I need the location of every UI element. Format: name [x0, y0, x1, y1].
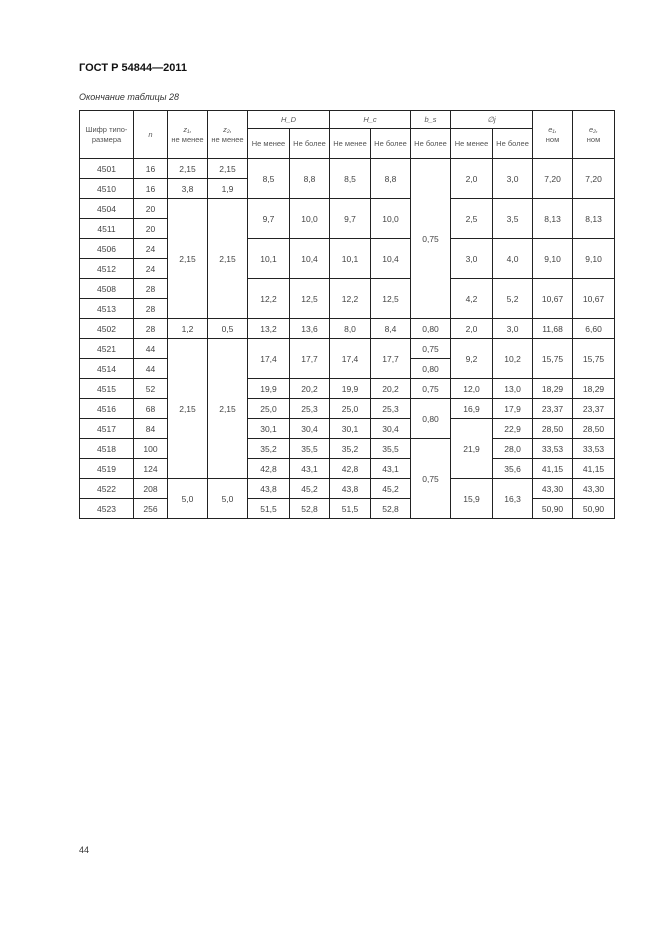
table-cell: 5,0 [168, 479, 208, 519]
cell-code: 4510 [80, 179, 134, 199]
table-cell: 9,7 [330, 199, 371, 239]
table-cell: 8,5 [330, 159, 371, 199]
table-cell: 52 [134, 379, 168, 399]
table-cell: 18,29 [573, 379, 615, 399]
header-dj-min: Не менее [451, 129, 493, 159]
table-cell: 12,0 [451, 379, 493, 399]
table-cell: 10,0 [371, 199, 411, 239]
table-cell: 8,8 [290, 159, 330, 199]
table-cell: 6,60 [573, 319, 615, 339]
table-cell: 43,8 [248, 479, 290, 499]
table-cell: 10,1 [330, 239, 371, 279]
table-cell: 13,0 [493, 379, 533, 399]
table-row [80, 199, 615, 219]
table-cell: 2,0 [451, 319, 493, 339]
cell-code: 4511 [80, 219, 134, 239]
table-cell: 43,1 [371, 459, 411, 479]
table-cell: 25,3 [290, 399, 330, 419]
header-e1: e₁, ном [533, 111, 573, 159]
table-cell: 25,0 [248, 399, 290, 419]
header-hd-max: Не более [290, 129, 330, 159]
header-n: n [134, 111, 168, 159]
table-cell: 16,9 [451, 399, 493, 419]
table-cell: 10,1 [248, 239, 290, 279]
cell-code: 4523 [80, 499, 134, 519]
header-hc-max: Не более [371, 129, 411, 159]
table-cell: 16,3 [493, 479, 533, 519]
table-cell: 42,8 [248, 459, 290, 479]
table-cell: 13,2 [248, 319, 290, 339]
table-cell: 22,9 [493, 419, 533, 439]
cell-code: 4518 [80, 439, 134, 459]
table-row [80, 319, 615, 339]
table-cell: 30,4 [290, 419, 330, 439]
table-cell: 43,30 [533, 479, 573, 499]
table-cell: 10,67 [533, 279, 573, 319]
table-row [80, 279, 615, 299]
cell-code: 4516 [80, 399, 134, 419]
table-cell: 33,53 [533, 439, 573, 459]
table-cell: 2,15 [168, 339, 208, 479]
table-cell: 2,15 [168, 159, 208, 179]
table-cell: 30,1 [330, 419, 371, 439]
table-cell: 33,53 [573, 439, 615, 459]
table-cell: 4,0 [493, 239, 533, 279]
table-cell: 35,2 [330, 439, 371, 459]
table-cell: 10,0 [290, 199, 330, 239]
table-row [80, 499, 615, 519]
cell-code: 4515 [80, 379, 134, 399]
cell-code: 4501 [80, 159, 134, 179]
cell-code: 4506 [80, 239, 134, 259]
table-cell: 44 [134, 339, 168, 359]
table-cell: 11,68 [533, 319, 573, 339]
table-cell: 35,5 [371, 439, 411, 459]
table-cell: 23,37 [573, 399, 615, 419]
table-cell: 41,15 [573, 459, 615, 479]
table-cell: 0,80 [411, 319, 451, 339]
table-cell: 28 [134, 299, 168, 319]
table-cell: 20 [134, 219, 168, 239]
cell-code: 4513 [80, 299, 134, 319]
cell-code: 4508 [80, 279, 134, 299]
table-row [80, 399, 615, 419]
table-cell: 3,5 [493, 199, 533, 239]
table-row [80, 439, 615, 459]
table-cell: 8,5 [248, 159, 290, 199]
page-number: 44 [79, 845, 90, 855]
table-cell: 5,2 [493, 279, 533, 319]
table-cell: 20,2 [371, 379, 411, 399]
table-cell: 1,2 [168, 319, 208, 339]
table-cell: 0,80 [411, 399, 451, 439]
table-cell: 15,75 [573, 339, 615, 379]
table-cell: 35,6 [493, 459, 533, 479]
table-cell: 24 [134, 239, 168, 259]
header-dj: ∅j [451, 111, 533, 129]
table-cell: 20,2 [290, 379, 330, 399]
table-cell: 51,5 [248, 499, 290, 519]
table-cell: 43,30 [573, 479, 615, 499]
table-cell: 12,5 [290, 279, 330, 319]
table-cell: 208 [134, 479, 168, 499]
table-cell: 18,29 [533, 379, 573, 399]
table-cell: 12,2 [248, 279, 290, 319]
table-cell: 2,15 [208, 199, 248, 319]
table-cell: 28,50 [573, 419, 615, 439]
table-cell: 16 [134, 159, 168, 179]
table-row [80, 479, 615, 499]
table-cell: 28,50 [533, 419, 573, 439]
table-cell: 35,5 [290, 439, 330, 459]
table-cell: 5,0 [208, 479, 248, 519]
header-code: Шифр типо-размера [80, 111, 134, 159]
table-cell: 3,0 [451, 239, 493, 279]
table-cell: 3,0 [493, 159, 533, 199]
table-cell: 12,5 [371, 279, 411, 319]
table-cell: 19,9 [330, 379, 371, 399]
table-cell: 52,8 [371, 499, 411, 519]
header-hd-min: Не менее [248, 129, 290, 159]
table-cell: 0,75 [411, 159, 451, 319]
table-cell: 100 [134, 439, 168, 459]
dimensions-table [79, 110, 615, 519]
table-cell: 0,75 [411, 379, 451, 399]
table-cell: 20 [134, 199, 168, 219]
header-hc-min: Не менее [330, 129, 371, 159]
header-dj-max: Не более [493, 129, 533, 159]
table-cell: 3,8 [168, 179, 208, 199]
document-header: ГОСТ Р 54844—2011 [79, 62, 187, 74]
table-cell: 0,75 [411, 339, 451, 359]
table-cell: 15,75 [533, 339, 573, 379]
table-cell: 30,4 [371, 419, 411, 439]
table-cell: 0,5 [208, 319, 248, 339]
table-cell: 9,10 [573, 239, 615, 279]
table-cell: 25,3 [371, 399, 411, 419]
table-cell: 45,2 [290, 479, 330, 499]
table-cell: 9,10 [533, 239, 573, 279]
table-cell: 43,8 [330, 479, 371, 499]
table-cell: 44 [134, 359, 168, 379]
table-cell: 10,4 [371, 239, 411, 279]
table-cell: 43,1 [290, 459, 330, 479]
table-cell: 52,8 [290, 499, 330, 519]
header-z2: z₂, не менее [208, 111, 248, 159]
cell-code: 4522 [80, 479, 134, 499]
table-cell: 3,0 [493, 319, 533, 339]
table-cell: 10,67 [573, 279, 615, 319]
table-cell: 28,0 [493, 439, 533, 459]
table-cell: 8,13 [573, 199, 615, 239]
table-cell: 13,6 [290, 319, 330, 339]
table-cell: 28 [134, 279, 168, 299]
table-cell: 124 [134, 459, 168, 479]
header-bs: b_s [411, 111, 451, 129]
table-cell: 256 [134, 499, 168, 519]
table-row [80, 419, 615, 439]
header-hc: H_c [330, 111, 411, 129]
table-cell: 23,37 [533, 399, 573, 419]
table-cell: 2,15 [208, 339, 248, 479]
cell-code: 4504 [80, 199, 134, 219]
header-z1: z₁, не менее [168, 111, 208, 159]
table-row [80, 459, 615, 479]
table-cell: 10,4 [290, 239, 330, 279]
table-cell: 8,0 [330, 319, 371, 339]
table-row [80, 159, 615, 179]
table-cell: 24 [134, 259, 168, 279]
table-cell: 50,90 [533, 499, 573, 519]
header-e2: e₂, ном [573, 111, 615, 159]
table-cell: 10,2 [493, 339, 533, 379]
table-cell: 51,5 [330, 499, 371, 519]
cell-code: 4512 [80, 259, 134, 279]
table-cell: 50,90 [573, 499, 615, 519]
table-cell: 17,4 [330, 339, 371, 379]
table-cell: 2,15 [208, 159, 248, 179]
table-cell: 17,7 [290, 339, 330, 379]
table-cell: 21,9 [451, 419, 493, 479]
table-row [80, 239, 615, 259]
table-cell: 42,8 [330, 459, 371, 479]
table-cell: 45,2 [371, 479, 411, 499]
table-cell: 8,13 [533, 199, 573, 239]
table-caption: Окончание таблицы 28 [79, 92, 179, 102]
table-cell: 8,4 [371, 319, 411, 339]
cell-code: 4519 [80, 459, 134, 479]
table-cell: 12,2 [330, 279, 371, 319]
table-cell: 9,7 [248, 199, 290, 239]
table-row [80, 339, 615, 359]
table-body [80, 159, 615, 519]
table-cell: 19,9 [248, 379, 290, 399]
table-cell: 1,9 [208, 179, 248, 199]
table-row [80, 379, 615, 399]
table-cell: 0,80 [411, 359, 451, 379]
table-cell: 8,8 [371, 159, 411, 199]
cell-code: 4517 [80, 419, 134, 439]
table-cell: 2,0 [451, 159, 493, 199]
table-cell: 84 [134, 419, 168, 439]
cell-code: 4514 [80, 359, 134, 379]
table-cell: 7,20 [533, 159, 573, 199]
table-cell: 7,20 [573, 159, 615, 199]
table-cell: 28 [134, 319, 168, 339]
table-cell: 17,4 [248, 339, 290, 379]
table-cell: 2,15 [168, 199, 208, 319]
header-hd: H_D [248, 111, 330, 129]
table-cell: 17,7 [371, 339, 411, 379]
table-cell: 17,9 [493, 399, 533, 419]
table-cell: 16 [134, 179, 168, 199]
table-cell: 0,75 [411, 439, 451, 519]
table-cell: 9,2 [451, 339, 493, 379]
table-cell: 4,2 [451, 279, 493, 319]
table-cell: 30,1 [248, 419, 290, 439]
table-cell: 68 [134, 399, 168, 419]
table-cell: 2,5 [451, 199, 493, 239]
table-cell: 25,0 [330, 399, 371, 419]
header-bs-max: Не более [411, 129, 451, 159]
cell-code: 4502 [80, 319, 134, 339]
cell-code: 4521 [80, 339, 134, 359]
table-cell: 35,2 [248, 439, 290, 459]
table-cell: 41,15 [533, 459, 573, 479]
table-cell: 15,9 [451, 479, 493, 519]
